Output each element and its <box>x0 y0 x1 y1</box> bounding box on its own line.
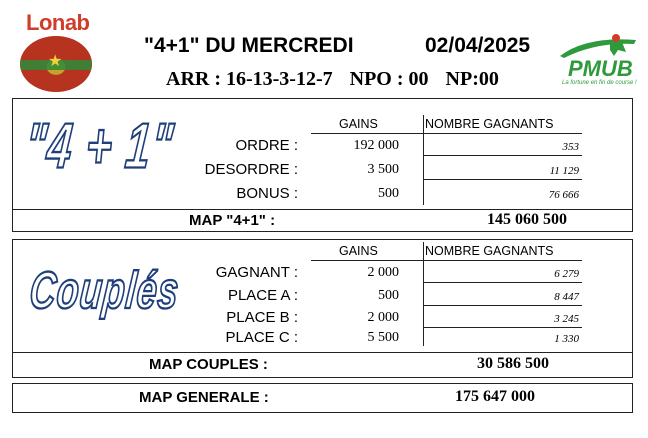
npo-value: NPO : 00 <box>349 68 429 90</box>
gain-ordre: 192 000 <box>353 138 399 153</box>
map-4plus1-label: MAP "4+1" : <box>189 212 276 229</box>
winners-desordre: 11 129 <box>549 165 579 177</box>
lonab-logo <box>14 10 104 94</box>
col-gains-header: GAINS <box>339 244 378 258</box>
lonab-ball-emblem <box>20 36 92 92</box>
gain-place-b: 2 000 <box>367 310 399 325</box>
map-couples-value: 30 586 500 <box>477 355 549 372</box>
winners-place-c: 1 330 <box>554 333 579 345</box>
map-general-value: 175 647 000 <box>455 388 535 405</box>
winners-gagnant: 6 279 <box>554 268 579 280</box>
gain-place-c: 5 500 <box>367 330 399 345</box>
map-4plus1-row <box>13 209 632 231</box>
gain-bonus: 500 <box>378 186 399 201</box>
gain-gagnant: 2 000 <box>367 265 399 280</box>
game-title: "4+1" DU MERCREDI <box>144 34 354 57</box>
row-label-place-c: PLACE C : <box>225 329 298 346</box>
winners-bonus: 76 666 <box>548 189 579 201</box>
row-label-place-a: PLACE A : <box>227 287 298 304</box>
map-general-label: MAP GENERALE : <box>139 389 269 406</box>
lonab-logo-text: Lonab <box>26 10 90 35</box>
col-winners-header: NOMBRE GAGNANTS <box>425 244 554 258</box>
col-gains-header: GAINS <box>339 117 378 131</box>
arrival-numbers: ARR : 16-13-3-12-7 <box>166 68 333 90</box>
star-icon: ★ <box>48 53 63 70</box>
row-label-place-b: PLACE B : <box>226 309 298 326</box>
pmub-logo-text: PMUB <box>568 56 633 81</box>
row-label-ordre: ORDRE : <box>235 137 298 154</box>
map-4plus1-value: 145 060 500 <box>487 211 567 228</box>
map-couples-row <box>13 352 632 377</box>
gain-desordre: 3 500 <box>367 162 399 177</box>
draw-date: 02/04/2025 <box>425 34 531 57</box>
row-label-gagnant: GAGNANT : <box>215 264 298 281</box>
row-label-bonus: BONUS : <box>236 185 298 202</box>
pmub-slogan: La fortune en fin de course ! <box>562 80 637 86</box>
map-general-row <box>12 383 633 413</box>
section-couples-title: Couplés <box>27 260 183 320</box>
winners-place-a: 8 447 <box>554 291 579 303</box>
arrival-line <box>166 68 511 91</box>
section-4plus1-title: "4 + 1" <box>22 111 177 183</box>
np-value: NP:00 <box>445 68 499 90</box>
pmub-logo <box>556 26 640 86</box>
winners-ordre: 353 <box>562 141 579 153</box>
winners-place-b: 3 245 <box>554 313 579 325</box>
section-4plus1 <box>12 98 633 232</box>
row-label-desordre: DESORDRE : <box>204 161 298 178</box>
map-couples-label: MAP COUPLES : <box>149 356 268 373</box>
gain-place-a: 500 <box>378 288 399 303</box>
col-winners-header: NOMBRE GAGNANTS <box>425 117 554 131</box>
section-couples <box>12 239 633 378</box>
